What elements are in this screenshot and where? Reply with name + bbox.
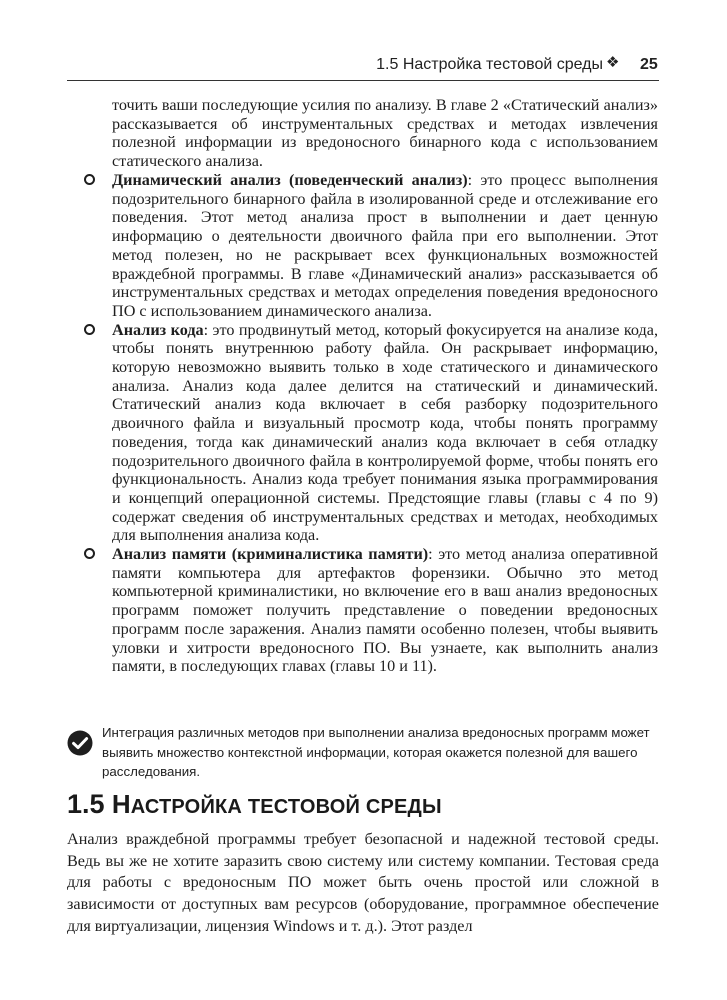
ornament-icon: ❖ (606, 53, 620, 71)
list-item (82, 171, 658, 321)
continuation-paragraph: точить ваши последующие усилия по анализу. В главе 2 «Статический анализ» рассказывается об инструментальных средствах и методах извлечения полезной информации из вредоносного бинарного кода с использованием статического анализа. (112, 96, 658, 171)
header-rule (67, 80, 659, 81)
list-item-term: Анализ памяти (криминалистика памяти) (112, 545, 429, 564)
check-circle-icon (67, 730, 93, 756)
list-item-text: : это метод анализа оперативной памяти компьютера для артефактов форензики. Обычно это метод компьютерной криминалистики, но включение его в ваш анализ вредоносных программ поможет получить представление о поведении вредоносных программ после заражения. Анализ памяти особенно полезен, чтобы выявить уловки и хитрости вредоносного ПО. Вы узнаете, как выполнить анализ памяти, в последующих главах (главы 10 и 11). (112, 545, 658, 676)
circle-bullet-icon (84, 324, 95, 335)
section-title-rest: АСТРОЙКА ТЕСТОВОЙ СРЕДЫ (130, 796, 442, 818)
list-item (82, 545, 658, 676)
section-number: 1.5 (67, 789, 105, 819)
list-item-text: : это продвинутый метод, который фокусируется на анализе кода, чтобы понять внутреннюю работу файла. Он раскрывает информацию, которую невозможно выявить только в ходе статического и динамического анализа. Анализ кода далее делится на статический и динамический. Статический анализ кода включает в себя разборку подозрительного двоичного файла и визуальный просмотр кода, чтобы понять программу поведения, тогда как динамический анализ кода включает в себя отладку подозрительного двоичного файла в контролируемой форме, чтобы понять его функциональность. Анализ кода требует понимания языка программирования и концепций операционной системы. Предстоящие главы (главы с 4 по 9) содержат сведения об инструментальных средствах и методах, необходимых для выполнения анализа кода. (112, 320, 658, 545)
circle-bullet-icon (84, 174, 95, 185)
list-item-term: Динамический анализ (поведенческий анализ) (112, 171, 468, 189)
body-paragraph: Анализ враждебной программы требует безопасной и надежной тестовой среды. Ведь вы же не хотите заразить свою систему или систему компании. Тестовая среда для работы с вредоносным ПО может быть очень простой или сложной в зависимости от доступных вам ресурсов (оборудование, программное обеспечение для виртуализации, лицензия Windows и т. д.). Этот раздел (67, 830, 659, 935)
section-title-initial: Н (111, 789, 131, 819)
section-heading (67, 787, 442, 824)
circle-bullet-icon (84, 548, 95, 559)
page-number: 25 (640, 56, 658, 73)
analysis-methods-list (82, 171, 658, 676)
tip-text: Интеграция различных методов при выполнении анализа вредоносных программ может выявить множество контекстной информации, которая окажется полезной для вашего расследования. (102, 725, 650, 779)
running-title: 1.5 Настройка тестовой среды (376, 56, 603, 73)
list-item (82, 321, 658, 545)
list-item-term: Анализ кода (112, 320, 204, 339)
list-item-text: : это процесс выполнения подозрительного бинарного файла в изолированной среде и отслеживание его поведения. Этот метод анализа прост в выполнении и дает ценную информацию о деятельности двоичного файла при его выполнении. Этот метод полезен, но не раскрывает всех функциональных возможностей враждебной программы. В главе «Динамический анализ» рассказывается об инструментальных средствах и методах определения поведения вредоносного ПО с использованием динамического анализа. (112, 171, 658, 320)
